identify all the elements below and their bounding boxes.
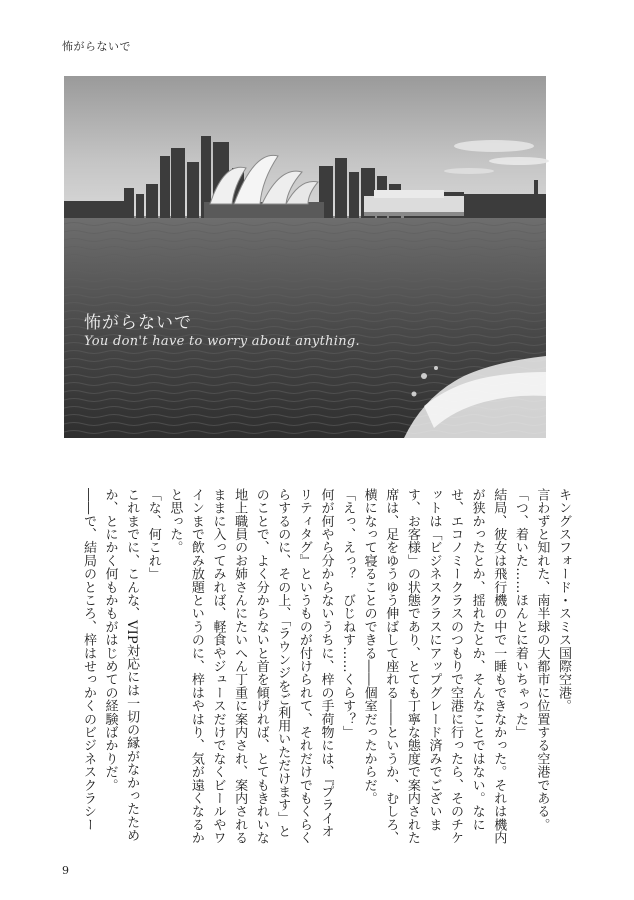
paragraph: 「つ、着いた……ほんとに着いちゃった」 xyxy=(512,488,528,739)
paragraph: キングスフォード・スミス国際空港。 xyxy=(556,488,571,713)
paragraph: 何が何やら分からないうちに、梓の手荷物には、『プライオリティタグ』というものが付けられて、それだけでもくらくらするのに、その上、「ラウンジをご利用いただけます」とのことで、よく分からないと首を傾げれば、とてもきれいな地上職員のお姉さんにたいへん丁重に案内され、案内されるままに入ってみれば、軽食やジュースだけでなくビールやワインまで飲み放題というのに、梓はやはり、気が遠くなるかと思った。 xyxy=(167,488,334,845)
body-text xyxy=(80,488,574,848)
harbour-photo xyxy=(64,76,546,438)
running-head: 怖がらないで xyxy=(62,40,131,53)
paragraph: これまでに、こんな、VIP対応には一切の縁がなかったためか、とにかく何もかもがはじめての経験ばかりだ。 xyxy=(102,488,140,842)
paragraph: 「えっ、えっ？ びじねす……くらす？」 xyxy=(340,488,356,739)
paragraph: 結局、彼女は飛行機の中で一睡もできなかった。それは機内が狭かったとか、揺れたとか、そんなことではない。なにせ、エコノミークラスのつもりで空港に行ったら、そのチケットは「ビジネスクラスにアップグレード済みでございます、お客様」の状態であり、とても丁寧な態度で案内された席は、足をゆうゆう伸ばして座れる――というか、むしろ、横になって寝ることのできる――個室だったからだ。 xyxy=(361,488,507,845)
photo-image xyxy=(64,76,546,438)
paragraph: 言わずと知れた、南半球の大都市に位置する空港である。 xyxy=(534,488,550,832)
page-number: 9 xyxy=(62,864,69,877)
photo-title: 怖がらないで xyxy=(84,313,192,333)
paragraph: 「な、何これ」 xyxy=(145,488,161,581)
paragraph: ――で、結局のところ、梓はせっかくのビジネスクラシー xyxy=(80,488,96,832)
photo-subtitle: You don't have to worry about anything. xyxy=(84,334,360,349)
